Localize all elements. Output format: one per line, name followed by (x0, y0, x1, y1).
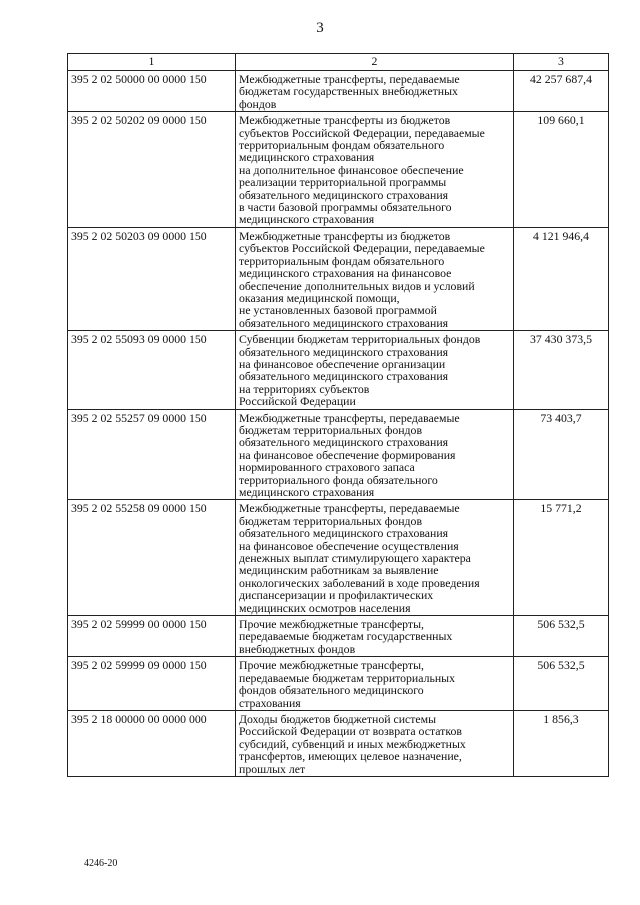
column-header-2: 2 (236, 54, 514, 71)
table-row (68, 227, 609, 330)
classification-code: 395 2 02 50000 00 0000 150 (68, 71, 236, 112)
description-line: передаваемые бюджетам государственных (239, 629, 453, 644)
revenue-description (236, 112, 514, 228)
description-line: медицинского страхования (239, 485, 375, 499)
amount: 73 403,7 (514, 409, 609, 500)
description-line: Российской Федерации (239, 394, 356, 409)
description-line: на финансовое обеспечение формирования (239, 447, 456, 462)
description-line: Субвенции бюджетам территориальных фондов (239, 332, 481, 347)
column-header-1: 1 (68, 54, 236, 71)
description-line: внебюджетных фондов (239, 641, 356, 656)
description-line: обеспечение дополнительных видов и условий (239, 278, 475, 293)
description-line: бюджетам территориальных фондов (239, 513, 423, 528)
description-line: медицинских осмотров населения (239, 600, 411, 615)
budget-table (67, 53, 609, 777)
description-line: обязательного медицинского страхования (239, 344, 449, 359)
revenue-description (236, 657, 514, 711)
description-line: не установленных базовой программой (239, 303, 437, 318)
description-line: диспансеризации и профилактических (239, 588, 434, 603)
revenue-description (236, 500, 514, 616)
amount: 15 771,2 (514, 500, 609, 616)
description-line: Прочие межбюджетные трансферты, (239, 617, 424, 632)
table-row (68, 710, 609, 776)
table-row (68, 500, 609, 616)
table-header-row (68, 54, 609, 71)
description-line: обязательного медицинского страхования (239, 526, 449, 541)
description-line: обязательного медицинского страхования (239, 187, 449, 202)
description-line: на финансовое обеспечение осуществления (239, 538, 459, 553)
classification-code: 395 2 02 59999 00 0000 150 (68, 616, 236, 657)
description-line: онкологических заболеваний в ходе проведения (239, 575, 480, 590)
classification-code: 395 2 02 59999 09 0000 150 (68, 657, 236, 711)
classification-code: 395 2 02 55257 09 0000 150 (68, 409, 236, 500)
revenue-description (236, 409, 514, 500)
amount: 4 121 946,4 (514, 227, 609, 330)
description-line: денежных выплат стимулирующего характера (239, 551, 471, 566)
revenue-description (236, 227, 514, 330)
amount: 506 532,5 (514, 616, 609, 657)
column-header-3: 3 (514, 54, 609, 71)
description-line: субъектов Российской Федерации, передаваемые (239, 125, 485, 140)
classification-code: 395 2 02 55093 09 0000 150 (68, 331, 236, 409)
description-line: Российской Федерации от возврата остатков (239, 724, 462, 739)
description-line: передаваемые бюджетам территориальных (239, 670, 455, 685)
description-line: в части базовой программы обязательного (239, 200, 452, 215)
description-line: Межбюджетные трансферты, передаваемые (239, 410, 460, 425)
table-row (68, 409, 609, 500)
description-line: обязательного медицинского страхования (239, 369, 449, 384)
description-line: медицинского страхования (239, 150, 375, 165)
description-line: трансфертов, имеющих целевое назначение, (239, 749, 462, 764)
description-line: оказания медицинской помощи, (239, 290, 400, 305)
description-line: прошлых лет (239, 761, 306, 776)
description-line: медицинского страхования на финансовое (239, 266, 452, 281)
document-code: 4246-20 (84, 858, 118, 869)
table-body (68, 71, 609, 777)
description-line: нормированного страхового запаса (239, 460, 415, 475)
description-line: на территориях субъектов (239, 381, 370, 396)
description-line: территориальным фондам обязательного (239, 253, 445, 268)
classification-code: 395 2 18 00000 00 0000 000 (68, 710, 236, 776)
description-line: территориальным фондам обязательного (239, 138, 445, 153)
description-line: на дополнительное финансовое обеспечение (239, 162, 464, 177)
description-line: Прочие межбюджетные трансферты, (239, 658, 424, 673)
revenue-description (236, 710, 514, 776)
description-line: бюджетам государственных внебюджетных (239, 84, 458, 99)
table-row (68, 71, 609, 112)
description-line: субъектов Российской Федерации, передаваемые (239, 241, 485, 256)
table-row (68, 331, 609, 409)
revenue-description (236, 331, 514, 409)
description-line: обязательного медицинского страхования (239, 315, 449, 330)
description-line: субсидий, субвенций и иных межбюджетных (239, 736, 466, 751)
amount: 42 257 687,4 (514, 71, 609, 112)
description-line: фондов (239, 96, 277, 111)
classification-code: 395 2 02 50202 09 0000 150 (68, 112, 236, 228)
description-line: Межбюджетные трансферты из бюджетов (239, 113, 451, 128)
description-line: страхования (239, 695, 301, 710)
description-line: территориального фонда обязательного (239, 472, 438, 487)
description-line: фондов обязательного медицинского (239, 683, 424, 698)
revenue-description (236, 71, 514, 112)
amount: 506 532,5 (514, 657, 609, 711)
amount: 37 430 373,5 (514, 331, 609, 409)
description-line: обязательного медицинского страхования (239, 435, 449, 450)
description-line: медицинского страхования (239, 212, 375, 227)
description-line: Доходы бюджетов бюджетной системы (239, 711, 437, 726)
revenue-description (236, 616, 514, 657)
description-line: медицинским работникам за выявление (239, 563, 439, 578)
table-row (68, 616, 609, 657)
classification-code: 395 2 02 55258 09 0000 150 (68, 500, 236, 616)
page-number: 3 (316, 20, 324, 36)
table-row (68, 657, 609, 711)
description-line: Межбюджетные трансферты, передаваемые (239, 72, 460, 86)
description-line: Межбюджетные трансферты из бюджетов (239, 228, 451, 243)
amount: 109 660,1 (514, 112, 609, 228)
description-line: Межбюджетные трансферты, передаваемые (239, 501, 460, 516)
amount: 1 856,3 (514, 710, 609, 776)
classification-code: 395 2 02 50203 09 0000 150 (68, 227, 236, 330)
description-line: на финансовое обеспечение организации (239, 356, 446, 371)
description-line: бюджетам территориальных фондов (239, 422, 423, 437)
table-row (68, 112, 609, 228)
description-line: реализации территориальной программы (239, 175, 447, 190)
